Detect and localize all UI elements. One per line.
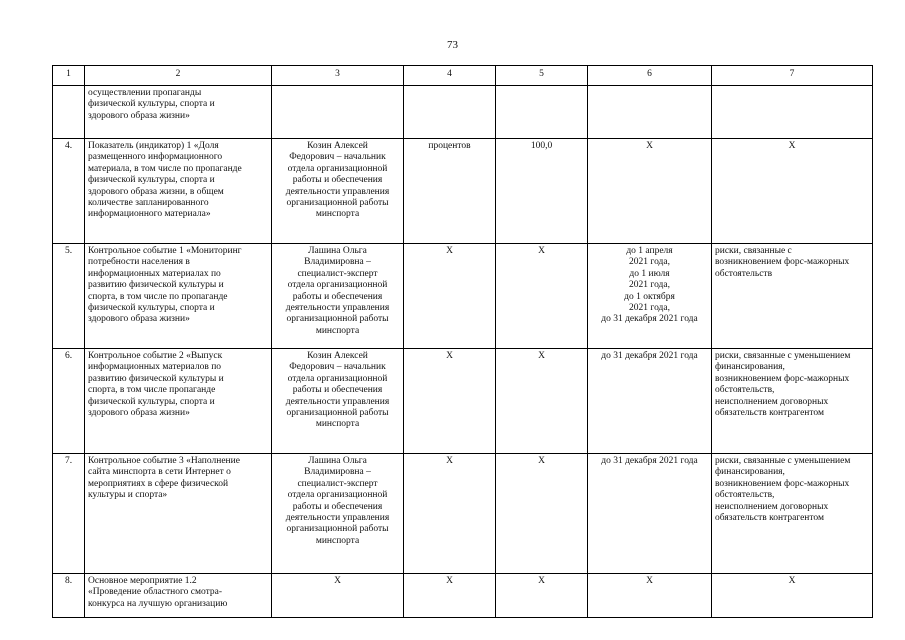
deadline-cell	[588, 86, 712, 139]
cell-line: деятельности управления	[285, 396, 390, 407]
cell-line: неисполнением договорных	[715, 396, 829, 407]
cell-line: 2021 года,	[629, 303, 670, 314]
deadline-cell	[588, 349, 712, 454]
column-header: 2	[85, 66, 272, 86]
column-header: 3	[272, 66, 404, 86]
column-header: 6	[588, 66, 712, 86]
row-number-cell: 4.	[53, 139, 85, 244]
value-cell: X	[496, 244, 588, 349]
cell-line: Федорович – начальник	[289, 152, 386, 163]
cell-line: организационной работы	[286, 198, 389, 209]
cell-line: сайта минспорта в сети Интернет о	[88, 467, 231, 478]
cell-line: Контрольное событие 2 «Выпуск	[88, 351, 223, 361]
row-number-cell: 6.	[53, 349, 85, 454]
cell-line: минспорта	[315, 419, 360, 430]
event-name-cell	[85, 244, 272, 349]
event-name-cell	[85, 349, 272, 454]
cell-line: материала, в том числе по пропаганде	[88, 163, 242, 174]
cell-line: возникновением форс-мажорных	[715, 373, 850, 384]
cell-line: до 31 декабря 2021 года	[601, 314, 698, 325]
plan-table	[52, 65, 873, 618]
risks-cell	[712, 454, 873, 574]
row-number-cell: 5.	[53, 244, 85, 349]
table-row	[53, 349, 873, 454]
cell-line: X	[788, 141, 796, 151]
cell-line: Федорович – начальник	[289, 362, 386, 373]
cell-line: риски, связанные с уменьшением	[715, 351, 851, 361]
cell-line: информационных материалов по	[88, 362, 222, 373]
cell-line: деятельности управления	[285, 303, 390, 314]
cell-line: до 31 декабря 2021 года	[601, 351, 698, 361]
cell-line: здорового образа жизни, в общем	[88, 186, 224, 197]
cell-line: количестве запланированного	[88, 198, 209, 209]
deadline-cell	[588, 574, 712, 618]
cell-line: отдела организационной	[287, 280, 388, 291]
cell-line: осуществлении пропаганды	[88, 88, 202, 98]
cell-line: организационной работы	[286, 524, 389, 535]
cell-line: возникновением форс-мажорных	[715, 478, 850, 489]
cell-line: отдела организационной	[287, 490, 388, 501]
cell-line: минспорта	[315, 325, 360, 336]
risks-cell	[712, 574, 873, 618]
responsible-cell	[272, 244, 404, 349]
cell-line: Козин Алексей	[307, 351, 368, 361]
cell-line: отдела организационной	[287, 373, 388, 384]
cell-line: обстоятельств,	[715, 385, 775, 396]
cell-line: Лашина Ольга	[308, 456, 367, 466]
table-row	[53, 139, 873, 244]
deadline-cell	[588, 244, 712, 349]
cell-line: Лашина Ольга	[308, 246, 367, 256]
cell-line: 2021 года,	[629, 280, 670, 291]
risks-cell	[712, 244, 873, 349]
deadline-cell	[588, 139, 712, 244]
cell-line: физической культуры, спорта и	[88, 396, 215, 407]
cell-line: Контрольное событие 3 «Наполнение	[88, 456, 240, 466]
cell-line: здорового образа жизни»	[88, 110, 190, 121]
cell-line: размещенного информационного	[88, 152, 223, 163]
unit-cell: X	[404, 454, 496, 574]
cell-line: деятельности управления	[285, 186, 390, 197]
responsible-cell	[272, 574, 404, 618]
column-header: 5	[496, 66, 588, 86]
cell-line: Показатель (индикатор) 1 «Доля	[88, 141, 219, 151]
cell-line: информационных материалах по	[88, 268, 221, 279]
cell-line: финансирования,	[715, 362, 785, 373]
cell-line: деятельности управления	[285, 513, 390, 524]
cell-line: неисполнением договорных	[715, 501, 829, 512]
cell-line: 2021 года,	[629, 257, 670, 268]
column-header: 4	[404, 66, 496, 86]
cell-line: финансирования,	[715, 467, 785, 478]
cell-line: работы и обеспечения	[292, 385, 383, 396]
responsible-cell	[272, 139, 404, 244]
cell-line: риски, связанные с	[715, 246, 792, 256]
value-cell: 100,0	[496, 139, 588, 244]
row-number-cell: 8.	[53, 574, 85, 618]
cell-line: X	[334, 576, 341, 586]
cell-line: работы и обеспечения	[292, 175, 383, 186]
cell-line: «Проведение областного смотра-	[88, 587, 222, 598]
page-number: 73	[447, 39, 458, 51]
cell-line: потребности населения в	[88, 257, 190, 268]
risks-cell	[712, 349, 873, 454]
cell-line: работы и обеспечения	[292, 291, 383, 302]
cell-line: здорового образа жизни»	[88, 408, 190, 419]
cell-line: обстоятельств	[715, 268, 773, 279]
cell-line: информационного материала»	[88, 209, 211, 220]
cell-line: Основное мероприятие 1.2	[88, 576, 197, 586]
cell-line: спорта, в том числе по пропаганде	[88, 291, 228, 302]
cell-line: до 1 октября	[624, 291, 675, 302]
table-row	[53, 244, 873, 349]
unit-cell: X	[404, 349, 496, 454]
cell-line: возникновением форс-мажорных	[715, 257, 850, 268]
responsible-cell	[272, 454, 404, 574]
responsible-cell	[272, 86, 404, 139]
risks-cell	[712, 86, 873, 139]
value-cell	[496, 86, 588, 139]
cell-line: до 1 апреля	[626, 246, 673, 256]
cell-line: Владимировна –	[304, 257, 371, 268]
cell-line: Контрольное событие 1 «Мониторинг	[88, 246, 242, 256]
cell-line: работы и обеспечения	[292, 501, 383, 512]
unit-cell: процентов	[404, 139, 496, 244]
cell-line: минспорта	[315, 209, 360, 220]
cell-line: обязательств контрагентом	[715, 513, 824, 524]
cell-line: до 31 декабря 2021 года	[601, 456, 698, 466]
cell-line: развитию физической культуры и	[88, 373, 224, 384]
unit-cell	[404, 86, 496, 139]
header-row	[53, 66, 873, 86]
cell-line: Владимировна –	[304, 467, 371, 478]
cell-line: до 1 июля	[629, 268, 670, 279]
cell-line: отдела организационной	[287, 163, 388, 174]
table-row	[53, 454, 873, 574]
cell-line: X	[788, 576, 796, 586]
event-name-cell	[85, 454, 272, 574]
event-name-cell	[85, 574, 272, 618]
value-cell: X	[496, 349, 588, 454]
cell-line: обязательств контрагентом	[715, 408, 824, 419]
cell-line: Козин Алексей	[307, 141, 368, 151]
value-cell: X	[496, 574, 588, 618]
unit-cell: X	[404, 574, 496, 618]
cell-line: спорта, в том числе пропаганде	[88, 385, 216, 396]
responsible-cell	[272, 349, 404, 454]
cell-line: специалист-эксперт	[297, 268, 378, 279]
event-name-cell	[85, 86, 272, 139]
risks-cell	[712, 139, 873, 244]
cell-line: организационной работы	[286, 314, 389, 325]
value-cell: X	[496, 454, 588, 574]
column-header: 1	[53, 66, 85, 86]
cell-line: обстоятельств,	[715, 490, 775, 501]
event-name-cell	[85, 139, 272, 244]
column-header: 7	[712, 66, 873, 86]
cell-line: X	[646, 141, 653, 151]
table-row	[53, 574, 873, 618]
cell-line: физической культуры, спорта и	[88, 175, 215, 186]
cell-line: мероприятиях в сфере физической	[88, 478, 229, 489]
cell-line: риски, связанные с уменьшением	[715, 456, 851, 466]
cell-line: конкурса на лучшую организацию	[88, 598, 228, 609]
cell-line: минспорта	[315, 535, 360, 546]
cell-line: здорового образа жизни»	[88, 314, 190, 325]
table-row	[53, 86, 873, 139]
cell-line: физической культуры, спорта и	[88, 303, 215, 314]
cell-line: X	[646, 576, 653, 586]
cell-line: культуры и спорта»	[88, 490, 168, 501]
unit-cell: X	[404, 244, 496, 349]
row-number-cell	[53, 86, 85, 139]
row-number-cell: 7.	[53, 454, 85, 574]
deadline-cell	[588, 454, 712, 574]
cell-line: развитию физической культуры и	[88, 280, 224, 291]
cell-line: специалист-эксперт	[297, 478, 378, 489]
cell-line: организационной работы	[286, 408, 389, 419]
cell-line: физической культуры, спорта и	[88, 99, 215, 110]
